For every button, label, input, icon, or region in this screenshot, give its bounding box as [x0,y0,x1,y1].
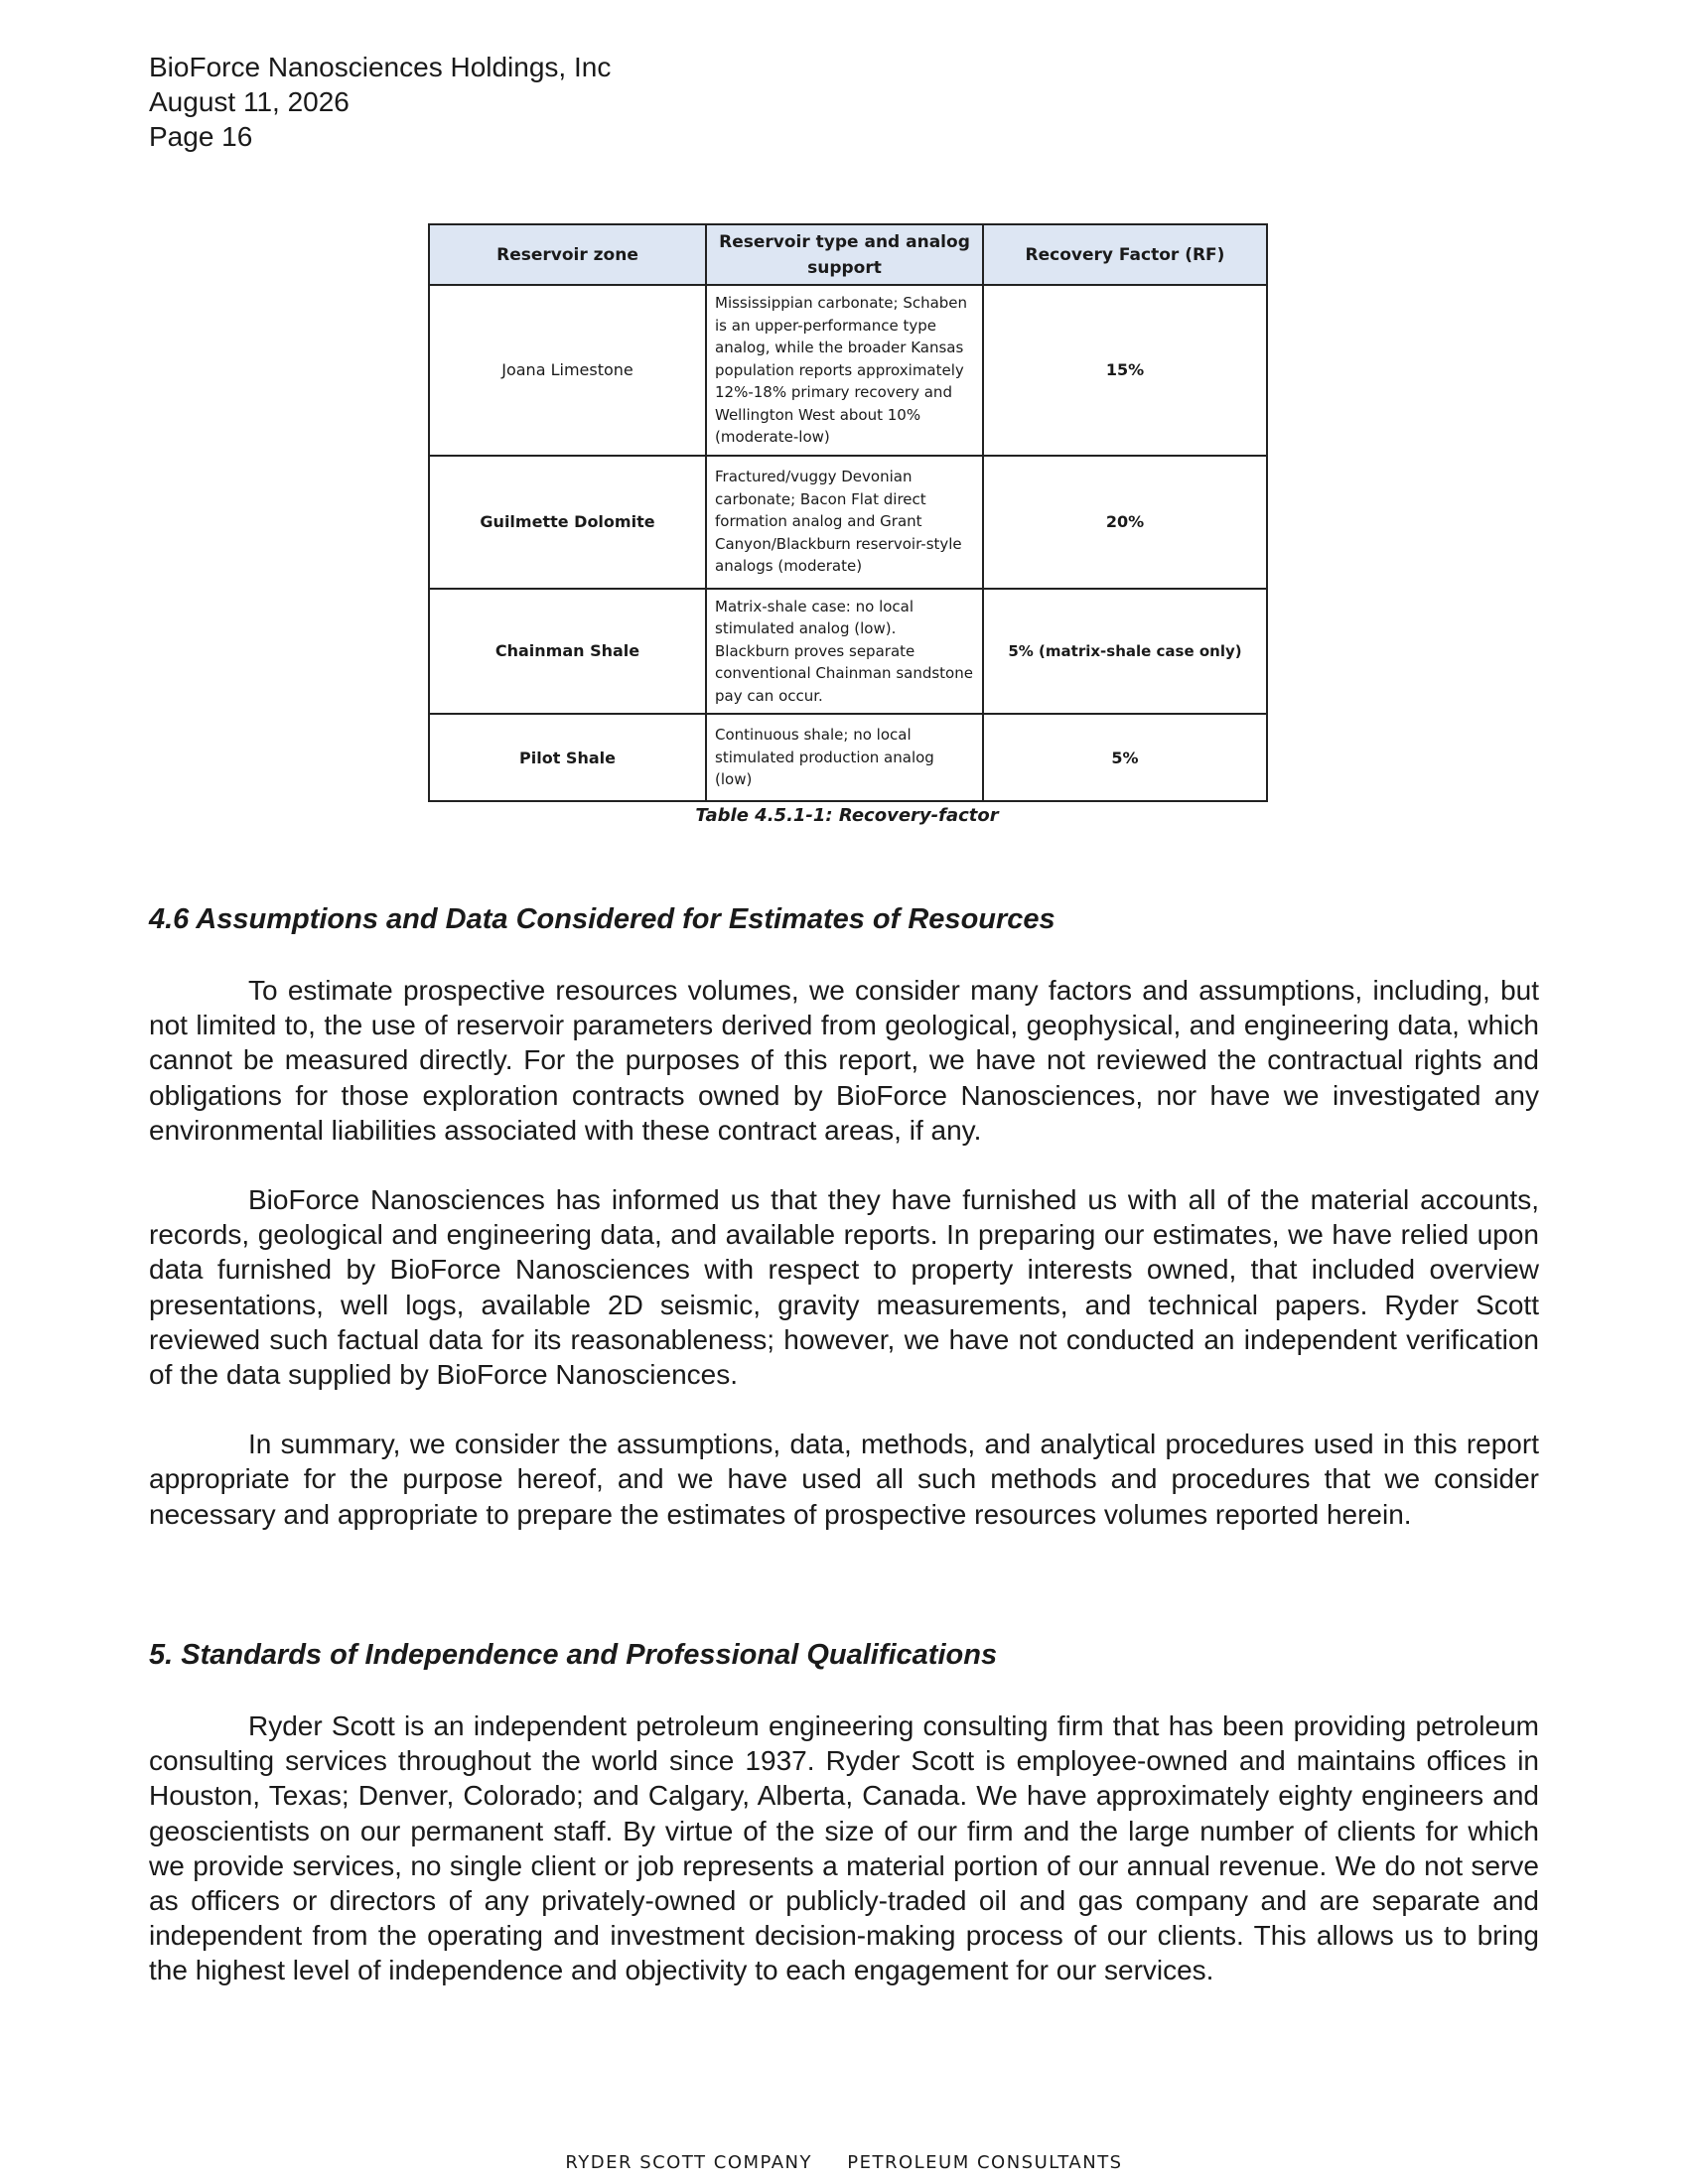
paragraph: Ryder Scott is an independent petroleum engineering consulting firm that has been providing petroleum consulting services throughout the world since 1937. Ryder Scott is employee-owned and maintains offices in Houston, Texas; Denver, Colorado; and Calgary, Alberta, Canada. We have approximately eighty engineers and geoscientists on our permanent staff. By virtue of the size of our firm and the large number of clients for which we provide services, no single client or job represents a material portion of our annual revenue. We do not serve as officers or directors of any privately-owned or publicly-traded oil and gas company and are separate and independent from the operating and investment decision-making process of our clients. This allows us to bring the highest level of independence and objectivity to each engagement for our services. [149,1710,1539,1986]
recovery-factor-table [428,223,1268,802]
table-row [429,285,1267,456]
section-5-title: 5. Standards of Independence and Professional Qualifications [149,1639,998,1671]
page-header [149,50,611,154]
page-footer [0,2152,1688,2173]
zone-cell: Chainman Shale [429,589,706,715]
paragraph: BioForce Nanosciences has informed us that they have furnished us with all of the material accounts, records, geological and engineering data, and available reports. In preparing our estimates, we have relied upon data furnished by BioForce Nanosciences with respect to property interests owned, that included overview presentations, well logs, available 2D seismic, gravity measurements, and technical papers. Ryder Scott reviewed such factual data for its reasonableness; however, we have not conducted an independent verification of the data supplied by BioForce Nanosciences. [149,1184,1539,1391]
paragraph: To estimate prospective resources volumes, we consider many factors and assumptions, including, but not limited to, the use of reservoir parameters derived from geological, geophysical, and engineering data, which cannot be measured directly. For the purposes of this report, we have not reviewed the contractual rights and obligations for those exploration contracts owned by BioForce Nanosciences, nor have we investigated any environmental liabilities associated with these contract areas, if any. [149,975,1539,1146]
footer-company: RYDER SCOTT COMPANY [565,2152,812,2173]
zone-cell: Joana Limestone [429,285,706,456]
analog-cell: Fractured/vuggy Devonian carbonate; Bacon Flat direct formation analog and Grant Canyon/Blackburn reservoir-style analogs (moderate) [706,456,983,589]
column-header-rf: Recovery Factor (RF) [983,224,1267,285]
analog-cell: Mississippian carbonate; Schaben is an upper-performance type analog, while the broader Kansas population reports approximately 12%-18% primary recovery and Wellington West about 10% (moderate-low) [706,285,983,456]
zone-cell: Pilot Shale [429,714,706,801]
rf-cell: 20% [983,456,1267,589]
zone-cell: Guilmette Dolomite [429,456,706,589]
page-number: Page 16 [149,121,253,152]
table-header-row [429,224,1267,285]
footer-tagline: PETROLEUM CONSULTANTS [847,2152,1123,2173]
recovery-factor-table-block [428,223,1266,826]
rf-cell: 5% (matrix-shale case only) [983,589,1267,715]
report-date: August 11, 2026 [149,86,350,117]
section-5-body [149,1708,1539,1988]
table-caption: Table 4.5.1-1: Recovery-factor [695,805,999,826]
rf-cell: 15% [983,285,1267,456]
section-4-6-body [149,973,1539,1532]
company-name: BioForce Nanosciences Holdings, Inc [149,52,612,82]
analog-cell: Matrix-shale case: no local stimulated analog (low). Blackburn proves separate conventional Chainman sandstone pay can occur. [706,589,983,715]
analog-cell: Continuous shale; no local stimulated production analog (low) [706,714,983,801]
column-header-analog: Reservoir type and analog support [706,224,983,285]
column-header-zone: Reservoir zone [429,224,706,285]
section-4-6-title: 4.6 Assumptions and Data Considered for Estimates of Resources [149,903,1055,935]
table-row [429,714,1267,801]
table-row [429,589,1267,715]
table-row [429,456,1267,589]
rf-cell: 5% [983,714,1267,801]
paragraph: In summary, we consider the assumptions, data, methods, and analytical procedures used in this report appropriate for the purpose hereof, and we have used all such methods and procedures that we consider necessary and appropriate to prepare the estimates of prospective resources volumes reported herein. [149,1429,1539,1530]
